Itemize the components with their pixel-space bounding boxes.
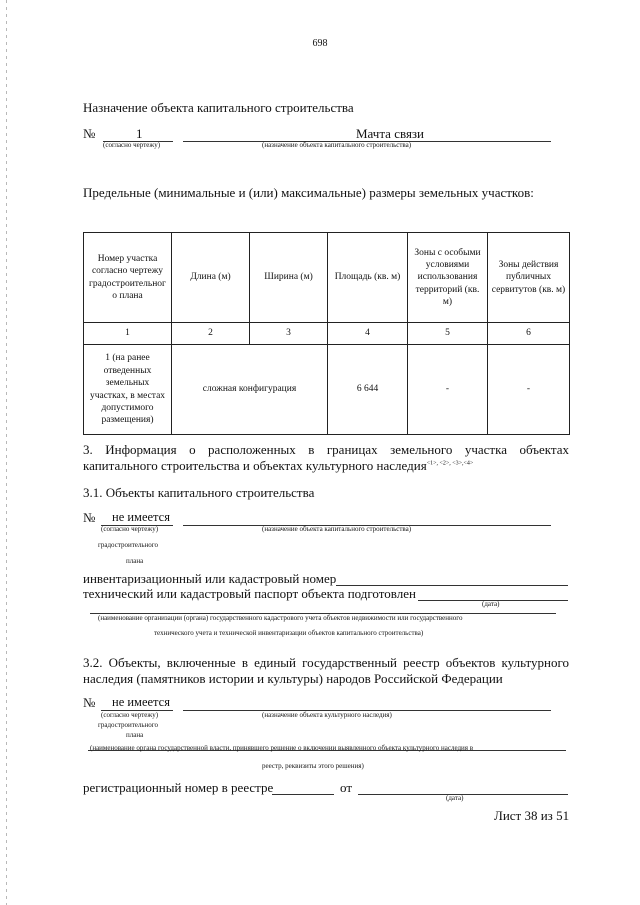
section3-line2 <box>83 458 473 474</box>
header-length: Длина (м) <box>172 233 250 323</box>
plot-dimensions-table <box>83 232 570 435</box>
registry-date-caption: (дата) <box>446 794 464 802</box>
cell-servitudes: - <box>488 345 570 435</box>
section32-caption-line2: градостроительного <box>98 721 159 729</box>
section32-caption-line1: (согласно чертежу) <box>101 711 159 719</box>
scan-edge-decoration <box>6 0 7 905</box>
registry-number-line <box>272 794 334 795</box>
limits-heading: Предельные (минимальные и (или) максимальные) размеры земельных участков: <box>83 185 534 200</box>
organization-caption-line2: технического учета и технической инвентаризации объектов капитального строительства) <box>154 629 424 637</box>
organization-caption-line1: (наименование организации (органа) государственного кадастрового учета объектов недвижимости или государственного <box>98 614 463 622</box>
header-special-zones: Зоны с особыми условиями использования территорий (кв. м) <box>408 233 488 323</box>
section31-caption-line1: (согласно чертежу) <box>101 525 159 533</box>
registry-from-label: от <box>340 780 353 795</box>
sheet-number: Лист 38 из 51 <box>494 808 570 823</box>
inventory-label: инвентаризационный или кадастровый номер <box>83 571 337 586</box>
section32-object-caption: (назначение объекта культурного наследия) <box>262 711 392 719</box>
column-number-3: 3 <box>250 323 328 345</box>
column-number-5: 5 <box>408 323 488 345</box>
section3-line2-text: капитального строительства и объектах культурного наследия <box>83 458 427 473</box>
purpose-no-label: № <box>83 126 96 141</box>
purpose-number-value: 1 <box>136 126 143 141</box>
section31-object-caption: (назначение объекта капитального строительства) <box>262 525 412 533</box>
cell-area: 6 644 <box>328 345 408 435</box>
page-number: 698 <box>312 38 328 49</box>
authority-caption-line1: (наименование органа государственной власти, принявшего решение о включении выявленного объекта культурного наследия в <box>90 744 474 752</box>
cell-size: сложная конфигурация <box>172 345 328 435</box>
purpose-object-caption: (назначение объекта капитального строительства) <box>262 141 412 149</box>
passport-label: технический или кадастровый паспорт объекта подготовлен <box>83 586 416 601</box>
purpose-object-value: Мачта связи <box>356 126 425 141</box>
cell-zones: - <box>408 345 488 435</box>
passport-date-caption: (дата) <box>482 600 500 608</box>
authority-caption-line2: реестр, реквизиты этого решения) <box>262 762 364 770</box>
section3-refs: <1>, <2>, <3>,<4> <box>426 460 474 467</box>
section32-caption-line3: плана <box>126 731 144 739</box>
header-width: Ширина (м) <box>250 233 328 323</box>
section32-number-value: не имеется <box>112 695 170 709</box>
column-number-4: 4 <box>328 323 408 345</box>
cell-plot: 1 (на ранее отведенных земельных участках, в местах допустимого размещения) <box>84 345 172 435</box>
table-column-numbers-row <box>84 323 570 345</box>
header-area: Площадь (кв. м) <box>328 233 408 323</box>
header-plot-number: Номер участка согласно чертежу градостроительног о плана <box>84 233 172 323</box>
column-number-1: 1 <box>84 323 172 345</box>
table-header-row <box>84 233 570 323</box>
column-number-2: 2 <box>172 323 250 345</box>
section31-caption-line3: плана <box>126 557 144 565</box>
purpose-number-caption: (согласно чертежу) <box>103 141 161 149</box>
purpose-heading: Назначение объекта капитального строительства <box>83 100 354 115</box>
section31-no-label: № <box>83 510 96 525</box>
section3-line1: 3. Информация о расположенных в границах земельного участка объектах <box>83 442 569 457</box>
section31-heading: 3.1. Объекты капитального строительства <box>83 485 315 500</box>
section32-no-label: № <box>83 695 96 710</box>
section31-caption-line2: градостроительного <box>98 541 159 549</box>
registry-label: регистрационный номер в реестре <box>83 780 274 795</box>
section31-number-value: не имеется <box>112 510 170 524</box>
header-servitude-zones: Зоны действия публичных сервитутов (кв. м) <box>488 233 570 323</box>
table-row <box>84 345 570 435</box>
section32-line2: наследия (памятников истории и культуры) народов Российской Федерации <box>83 671 503 686</box>
section32-line1: 3.2. Объекты, включенные в единый государственный реестр объектов культурного <box>83 655 569 670</box>
column-number-6: 6 <box>488 323 570 345</box>
